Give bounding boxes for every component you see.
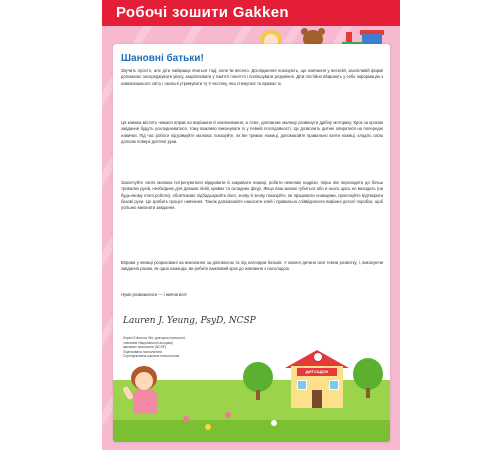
letter-paragraph: Звучить просто, але діти найкраще вчаться тоді, коли їм весело. Дослідження показують, що навчання у веселій, захопливій формі допомагає зосереджувати увагу, закріплювати у пам'яті поняття і поліпшувати розуміння. Діти постійно вбирають у себе інформацію з навколишнього світу і скильні утримувати ту її частину, яка стимулює та вражає їх.: [121, 68, 383, 86]
letter-greeting: Шановні батьки!: [121, 53, 204, 64]
letter-paragraph: Вправи у книжці розраховані на виконання за допомогою та під наглядом батьків. У кожної дитини свої темпи розвитку, і, виконуючи завдання разом, як одна команда, ви робите важливий крок до навчання з насолодою.: [121, 260, 383, 272]
credential-line: Ліцензована психологиня: [123, 349, 162, 354]
girl-illustration: [127, 366, 163, 420]
credential-line: шкільних психологів (NCSP): [123, 345, 167, 350]
credential-line: Лорен Еліонсон Янг, докторка психології,: [123, 336, 186, 340]
flower-icon: [225, 412, 231, 418]
clock-icon: [313, 352, 323, 362]
book-cover: [102, 0, 400, 450]
letter-paragraph: Нумо розважатися — і навчатися!: [121, 292, 187, 297]
author-credentials: [123, 336, 233, 359]
author-signature: Lauren J. Yeung, PsyD, NCSP: [123, 316, 256, 326]
series-title: Робочі зошити Gakken: [116, 4, 289, 21]
letter-paragraph: Заохочуйте свого малюка потренуватися відкривати й закривати ножиці, робити невеликі надрізи, перш ніж переходити до більш тривалих рухів, необхідних для довших ліній, кривих та складних фігур. Якщо ваш малюк губиться або в нього щось не виходить (на будь-якому етапі роботи), обов'язково підбадьорюйте його, знову й знову показуйте, як працювати ножицями, пропонуйте відтворити базові рухи. Це зробить процес навчання. Також допомагайте наносити клей і правильно співвідносити вирізані деталі поробок, щоб успішно виконати завдання.: [121, 180, 383, 211]
header-bar: [102, 0, 400, 26]
credential-line: Сертифікована шкільна психологиня: [123, 354, 180, 359]
credential-line: членкиня Національної асоціації: [123, 340, 173, 345]
kindergarten-sign: ДИТСАДОК: [297, 368, 337, 376]
kindergarten-building: [285, 344, 349, 408]
flower-icon: [271, 420, 277, 426]
flower-icon: [183, 416, 189, 422]
flower-icon: [205, 424, 211, 430]
grass-foreground: [113, 420, 390, 442]
letter-paragraph: Ця книжка містить чимало вправ на вирізання й наклеювання, а отже, допоможе малюку розвинути дрібну моторику. Крок за кроком завдання будуть ускладнюватися, тому важливо виконувати їх у певній послідовності. Це дозволить дитині опиратися на попередні навички. Під час роботи підтримуйте малюка: показуйте, як він тримає ножиці, допомагайте правильно взяти ножиці, кладіть свою долоню поверх дитячої руки.: [121, 120, 383, 144]
letter-page: [113, 44, 390, 442]
